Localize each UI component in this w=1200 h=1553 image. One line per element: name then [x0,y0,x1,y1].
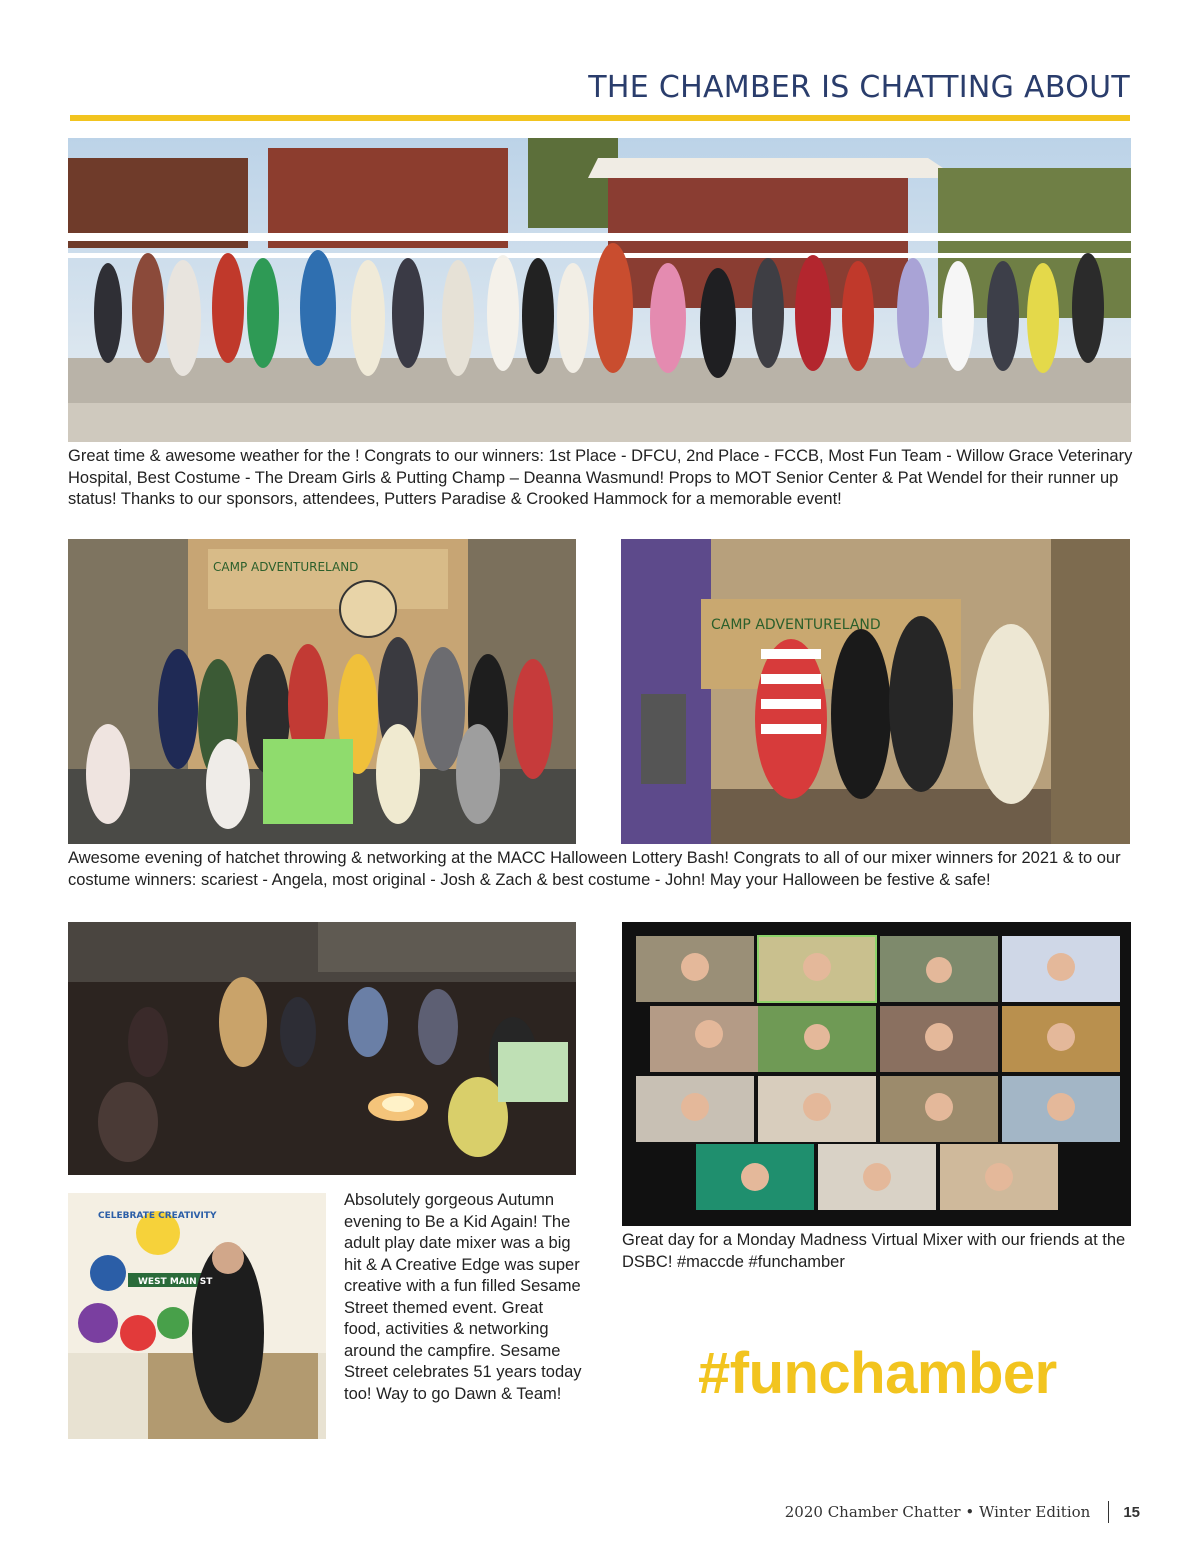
caption-putting: Great time & awesome weather for the ! Congrats to our winners: 1st Place - DFCU, 2nd Place - FCCB, Most Fun Team - Willow Grace Veterinary Hospital, Best Costume - The Dream Girls & Putting Champ – Deanna Wasmund! Props to MOT Senior Center & Pat Wendel for their runner up status! Thanks to our sponsors, attendees, Putters Paradise & Crooked Hammock for a memorable event! [68,447,1133,508]
page-number: 15 [1123,1503,1140,1521]
page-header-title: THE CHAMBER IS CHATTING ABOUT [588,70,1130,105]
sesame-banner-text: CELEBRATE CREATIVITY [98,1211,217,1221]
hashtag-funchamber: #funchamber [698,1341,1057,1406]
caption-virtual: Great day for a Monday Madness Virtual Mixer with our friends at the DSBC! #maccde #funchamber [622,1231,1126,1271]
virtual-mixer-screenshot [622,922,1131,1226]
footer-divider [1108,1501,1109,1523]
west-main-text: WEST MAIN ST [138,1277,213,1287]
group-photo-putting [68,138,1131,442]
caption-halloween: Awesome evening of hatchet throwing & networking at the MACC Halloween Lottery Bash! Congrats to all of our mixer winners for 2021 & to our costume winners: scariest - Angela, most original - Josh & Zach & best costume - John! May your Halloween be festive & safe! [68,849,1121,889]
sesame-street-photo [68,1193,326,1439]
camp-sign-text: CAMP ADVENTURELAND [213,560,359,574]
camp-sign-text-2: CAMP ADVENTURELAND [711,617,881,633]
caption-autumn: Absolutely gorgeous Autumn evening to Be a Kid Again! The adult play date mixer was a big hit & A Creative Edge was super creative with a fun filled Sesame Street themed event. Great food, activities & networking around the campfire. Sesame Street celebrates 51 years today too! Way to go Dawn & Team! [344,1191,582,1403]
campfire-photo [68,922,576,1175]
group-photo-hatchet [68,539,576,844]
page-footer [785,1501,1140,1523]
publication-name: 2020 Chamber Chatter • Winter Edition [784,1503,1091,1521]
costume-winners-photo [621,539,1130,844]
header-rule [70,115,1130,121]
